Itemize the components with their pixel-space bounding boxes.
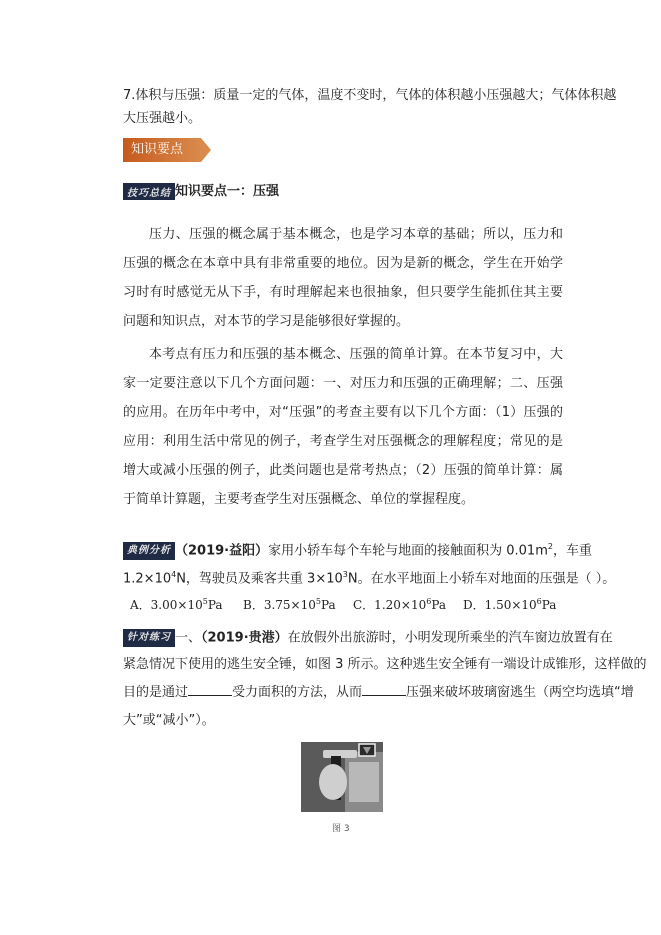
- practice-line4: 大”或“减小”）。: [123, 713, 215, 728]
- paragraph-concepts: 压力、压强的概念属于基本概念，也是学习本章的基础；所以，压力和压强的概念在本章中具有非常重要的地位。因为是新的概念，学生在开始学习时有时感觉无从下手，有时理解起来也很抽象，但只要学生能抓住其主要问题和知识点，对本节的学习是能够很好掌握的。: [123, 227, 563, 329]
- knowledge-banner: 知识要点: [123, 138, 201, 162]
- practice-line3c: 压强来破坏玻璃窗逃生（两空均选填“增: [406, 685, 634, 700]
- safety-hammer-illustration: [301, 742, 383, 812]
- section-title: 知识要点一：压强: [175, 184, 280, 199]
- practice-source: （2019·贵港）: [201, 630, 288, 646]
- paragraph-exam-points: 本考点有压力和压强的基本概念、压强的简单计算。在本节复习中，大家一定要注意以下几个方面问题：一、对压力和压强的正确理解；二、压强的应用。在历年中考中，对“压强”的考查主要有以下几个方面：（1）压强的应用：利用生活中常见的例子，考查学生对压强概念的理解程度；常见的是增大或减小压强的例子，此类问题也是常考热点；（2）压强的简单计算：属于简单计算题，主要考查学生对压强概念、单位的掌握程度。: [123, 347, 563, 507]
- option-d-sup: 6: [536, 597, 542, 606]
- example-text1: 家用小轿车每个车轮与地面的接触面积为 0.01m: [268, 543, 548, 559]
- example-sup1: 2: [547, 542, 553, 551]
- option-b-sup: 5: [315, 597, 321, 606]
- example-sup2: 4: [171, 570, 177, 579]
- example-line2b: N，驾驶员及乘客共重 3×10: [176, 571, 343, 587]
- example-tag: 典例分析: [123, 542, 175, 560]
- option-c-unit: Pa: [431, 598, 447, 612]
- option-d-unit: Pa: [541, 598, 557, 612]
- practice-text1: 在放假外出旅游时，小明发现所乘坐的汽车窗边放置有在: [287, 630, 613, 646]
- example-line2: [123, 567, 615, 587]
- section-heading: [123, 180, 279, 200]
- skill-summary-tag: 技巧总结: [123, 183, 175, 200]
- practice-line1: [123, 629, 613, 647]
- practice-line2: 紧急情况下使用的逃生安全锤，如图 3 所示。这种逃生安全锤有一端设计成锥形，这样做的: [123, 657, 647, 672]
- option-a: [130, 596, 223, 613]
- example-text2: ，车重: [552, 543, 592, 559]
- practice-line3a: 目的是通过: [123, 685, 189, 700]
- option-a-label: A．3.00×10: [130, 598, 203, 612]
- item7-line1: 7.体积与压强：质量一定的气体，温度不变时，气体的体积越小压强越大；气体体积越: [123, 88, 617, 103]
- blank-1[interactable]: [188, 695, 232, 696]
- example-line2c: N。在水平地面上小轿车对地面的压强是（ ）。: [347, 571, 616, 587]
- example-source: （2019·益阳）: [175, 543, 269, 559]
- example-line1: [123, 539, 592, 560]
- item7-line2: 大压强越小。: [123, 111, 202, 126]
- example-line2a: 1.2×10: [123, 571, 172, 587]
- example-sup3: 3: [342, 570, 348, 579]
- option-c: [353, 596, 446, 613]
- figure-caption: 图 3: [332, 824, 350, 834]
- practice-line3b: 受力面积的方法，从而: [232, 685, 363, 700]
- option-b-label: B．3.75×10: [243, 598, 316, 612]
- option-a-sup: 5: [202, 597, 208, 606]
- option-c-label: C．1.20×10: [353, 598, 427, 612]
- option-c-sup: 6: [426, 597, 432, 606]
- practice-prefix: 一、: [175, 630, 202, 646]
- blank-2[interactable]: [362, 695, 406, 696]
- practice-tag: 针对练习: [123, 629, 175, 647]
- option-b: [243, 596, 336, 613]
- practice-line3: [123, 685, 634, 701]
- option-a-unit: Pa: [207, 598, 223, 612]
- safety-hammer-photo: [301, 742, 383, 812]
- option-d-label: D．1.50×10: [463, 598, 537, 612]
- option-d: [463, 596, 556, 613]
- option-b-unit: Pa: [320, 598, 336, 612]
